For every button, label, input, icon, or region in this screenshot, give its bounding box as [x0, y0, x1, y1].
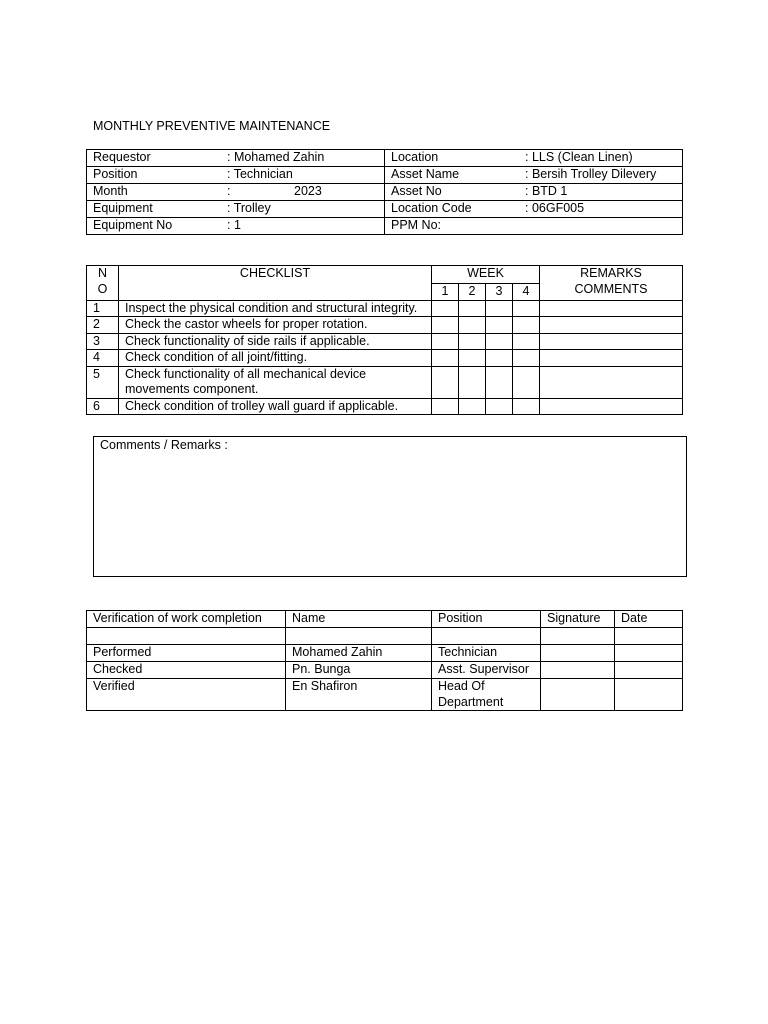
name-cell: Mohamed Zahin [286, 645, 432, 662]
location-label: Location [391, 150, 439, 164]
name-cell: En Shafiron [286, 679, 432, 711]
role-cell: Verified [87, 679, 286, 711]
location-code-label: Location Code [391, 201, 472, 215]
document-title: MONTHLY PREVENTIVE MAINTENANCE [93, 119, 331, 133]
asset-no-value: : BTD 1 [525, 184, 568, 198]
week-4-cell[interactable] [513, 317, 540, 334]
equipment-label: Equipment [93, 201, 153, 215]
week-3-header: 3 [486, 284, 513, 301]
comments-label: Comments / Remarks : [100, 438, 228, 452]
remarks-cell[interactable] [540, 300, 683, 317]
week-1-cell[interactable] [432, 398, 459, 415]
week-4-cell[interactable] [513, 300, 540, 317]
name-cell: Pn. Bunga [286, 662, 432, 679]
week-4-header: 4 [513, 284, 540, 301]
month-label: Month [93, 184, 128, 198]
week-2-header: 2 [459, 284, 486, 301]
verification-row [87, 645, 683, 662]
location-value: : LLS (Clean Linen) [525, 150, 633, 164]
requestor-label: Requestor [93, 150, 151, 164]
item-no: 2 [87, 317, 119, 334]
name-header: Name [286, 611, 432, 628]
week-1-cell[interactable] [432, 366, 459, 398]
comments-box[interactable] [93, 436, 687, 577]
signature-cell[interactable] [541, 645, 615, 662]
date-cell[interactable] [615, 679, 683, 711]
remarks-cell[interactable] [540, 333, 683, 350]
empty-cell [541, 628, 615, 645]
checklist-row [87, 366, 683, 398]
checklist-table [86, 265, 683, 415]
week-2-cell[interactable] [459, 398, 486, 415]
equipment-no-value: : 1 [227, 218, 241, 232]
remarks-cell[interactable] [540, 350, 683, 367]
week-3-cell[interactable] [486, 350, 513, 367]
month-year: 2023 [294, 184, 322, 198]
week-2-cell[interactable] [459, 366, 486, 398]
no-header: N O [87, 266, 119, 301]
item-no: 3 [87, 333, 119, 350]
date-header: Date [615, 611, 683, 628]
empty-cell [286, 628, 432, 645]
week-2-cell[interactable] [459, 333, 486, 350]
week-1-cell[interactable] [432, 333, 459, 350]
week-2-cell[interactable] [459, 350, 486, 367]
remarks-cell[interactable] [540, 317, 683, 334]
week-1-cell[interactable] [432, 350, 459, 367]
asset-no-label: Asset No [391, 184, 442, 198]
date-cell[interactable] [615, 645, 683, 662]
position-value: : Technician [227, 167, 293, 181]
ppm-no-label: PPM No: [391, 218, 442, 232]
verification-row [87, 662, 683, 679]
position-header: Position [432, 611, 541, 628]
position-cell: Asst. Supervisor [432, 662, 541, 679]
signature-cell[interactable] [541, 679, 615, 711]
verification-header: Verification of work completion [87, 611, 286, 628]
week-header: WEEK [432, 266, 540, 284]
remarks-cell[interactable] [540, 366, 683, 398]
role-cell: Checked [87, 662, 286, 679]
week-4-cell[interactable] [513, 366, 540, 398]
checklist-row [87, 333, 683, 350]
remarks-cell[interactable] [540, 398, 683, 415]
week-3-cell[interactable] [486, 398, 513, 415]
checklist-row [87, 350, 683, 367]
week-4-cell[interactable] [513, 350, 540, 367]
week-3-cell[interactable] [486, 366, 513, 398]
item-no: 4 [87, 350, 119, 367]
position-cell: Technician [432, 645, 541, 662]
month-value: : [227, 184, 231, 198]
empty-cell [432, 628, 541, 645]
info-table [86, 149, 683, 235]
item-text: Check condition of all joint/fitting. [119, 350, 432, 367]
checklist-row [87, 398, 683, 415]
week-3-cell[interactable] [486, 317, 513, 334]
position-cell: Head Of Department [432, 679, 541, 711]
asset-name-label: Asset Name [391, 167, 460, 181]
checklist-row [87, 300, 683, 317]
item-text: Check the castor wheels for proper rotation. [119, 317, 432, 334]
week-1-header: 1 [432, 284, 459, 301]
location-code-value: : 06GF005 [525, 201, 585, 215]
remarks-header: REMARKS COMMENTS [540, 266, 683, 301]
week-1-cell[interactable] [432, 300, 459, 317]
equipment-value: : Trolley [227, 201, 271, 215]
item-no: 5 [87, 366, 119, 398]
week-4-cell[interactable] [513, 398, 540, 415]
item-text: Inspect the physical condition and structural integrity. [119, 300, 432, 317]
week-1-cell[interactable] [432, 317, 459, 334]
empty-cell [87, 628, 286, 645]
signature-cell[interactable] [541, 662, 615, 679]
checklist-row [87, 317, 683, 334]
week-2-cell[interactable] [459, 300, 486, 317]
date-cell[interactable] [615, 662, 683, 679]
week-3-cell[interactable] [486, 333, 513, 350]
asset-name-value: : Bersih Trolley Dilevery [525, 167, 657, 181]
checklist-header: CHECKLIST [119, 266, 432, 301]
verification-table [86, 610, 683, 711]
signature-header: Signature [541, 611, 615, 628]
item-no: 6 [87, 398, 119, 415]
equipment-no-label: Equipment No [93, 218, 173, 232]
verification-row [87, 679, 683, 711]
item-text: Check functionality of side rails if applicable. [119, 333, 432, 350]
item-no: 1 [87, 300, 119, 317]
position-label: Position [93, 167, 138, 181]
role-cell: Performed [87, 645, 286, 662]
week-3-cell[interactable] [486, 300, 513, 317]
empty-cell [615, 628, 683, 645]
week-2-cell[interactable] [459, 317, 486, 334]
item-text: Check condition of trolley wall guard if applicable. [119, 398, 432, 415]
item-text: Check functionality of all mechanical device movements component. [119, 366, 432, 398]
week-4-cell[interactable] [513, 333, 540, 350]
requestor-value: : Mohamed Zahin [227, 150, 325, 164]
ppm-no-value[interactable] [525, 218, 676, 234]
